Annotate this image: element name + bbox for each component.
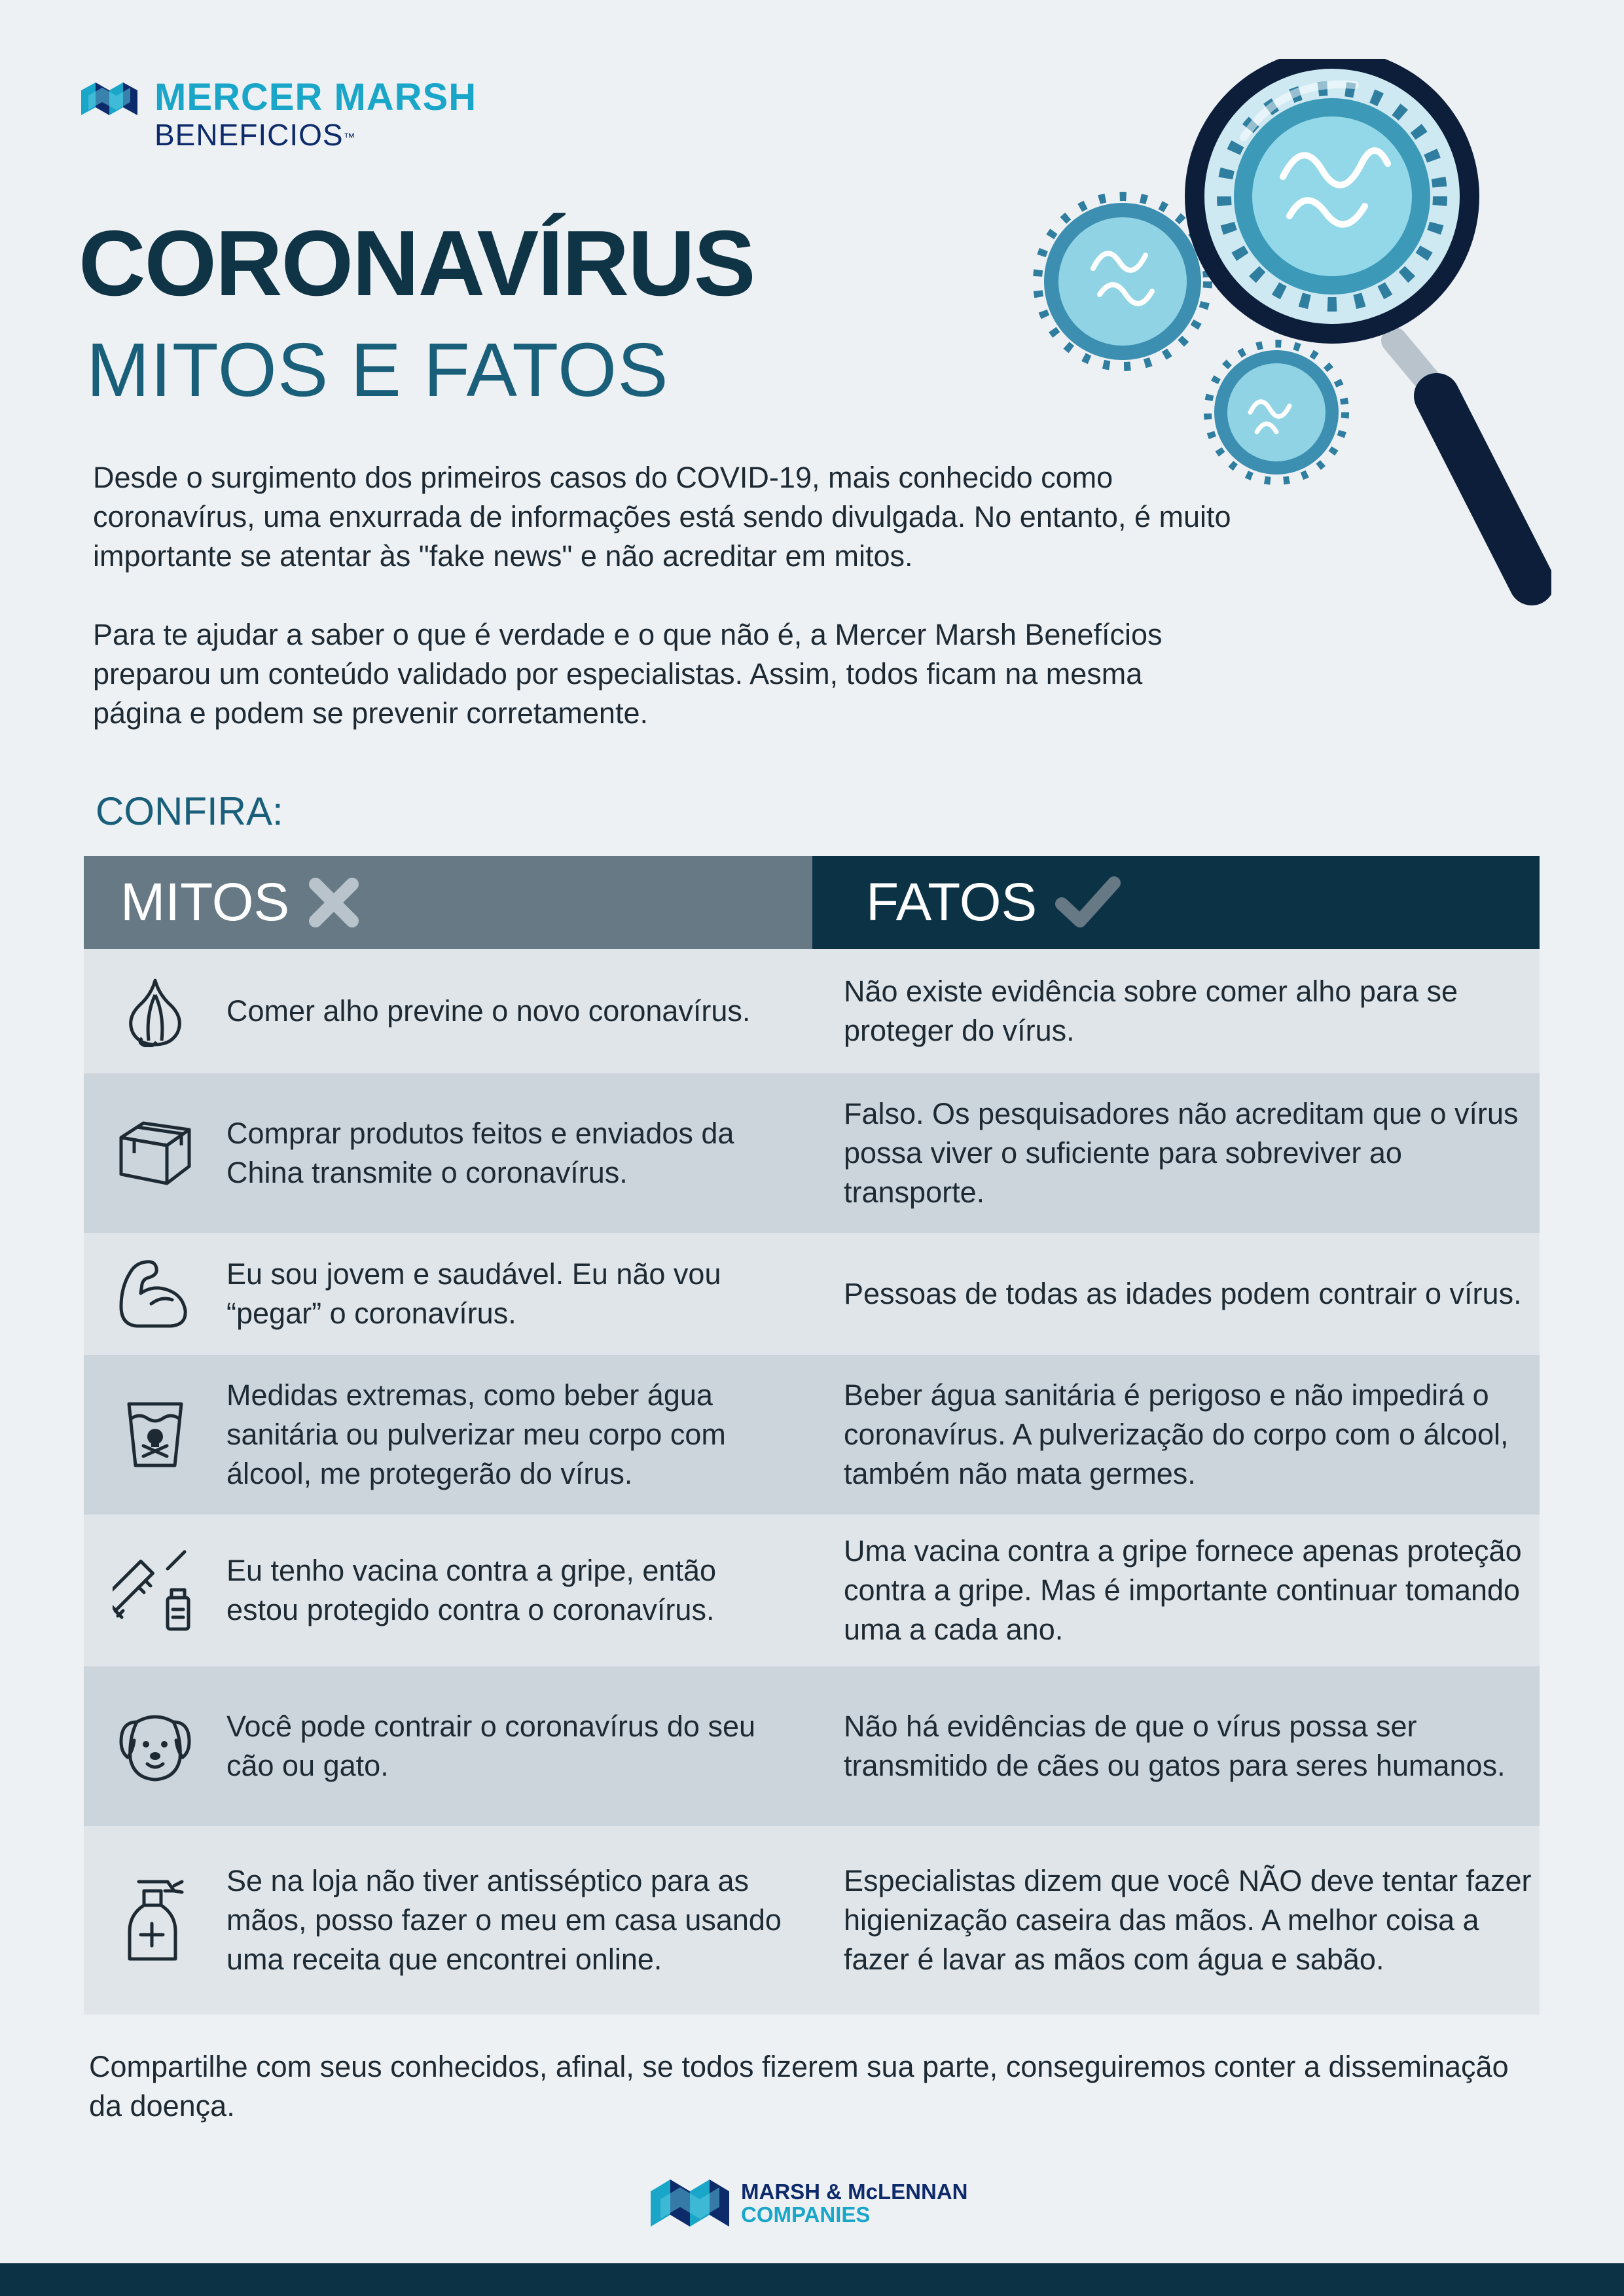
closing-text: Compartilhe com seus conhecidos, afinal, se todos fizerem sua parte, conseguiremos conter a disseminação da doença. [89,2050,1509,2123]
table-row [84,1355,1540,1515]
table-header [84,856,1540,949]
fact-text: Pessoas de todas as idades podem contrair o vírus. [844,1277,1522,1310]
spray-bottle-icon [126,1878,185,1963]
myths-facts-table [84,856,1540,2015]
header-fatos [812,856,1540,949]
table-row [84,1515,1540,1666]
logo-line2: BENEFICIOS™ [154,118,356,152]
table-row [84,1666,1540,1826]
intro-paragraph-2: Para te ajudar a saber o que é verdade e o que não é, a Mercer Marsh Benefícios preparou um conteúdo validado por especialistas. Assim, todos ficam na mesma página e podem se prevenir corretamente. [93,618,1163,730]
footer-line1: MARSH & McLENNAN [741,2179,968,2204]
myth-text: Comprar produtos feitos e enviados da China transmite o coronavírus. [226,1117,734,1189]
check-icon [1055,876,1121,929]
table-row [84,1233,1540,1355]
header-mitos [84,856,812,949]
myth-text: Você pode contrair o coronavírus do seu cão ou gato. [226,1710,756,1782]
intro-paragraph-1: Desde o surgimento dos primeiros casos do COVID-19, mais conhecido como coronavírus, uma enxurrada de informações está sendo divulgada. No entanto, é muito importante se atentar às "fake news" e não acreditar em mitos. [93,461,1231,573]
fact-text: Não há evidências de que o vírus possa ser transmitido de cães ou gatos para seres humanos. [844,1710,1506,1782]
logo-line1: MERCER MARSH [154,76,477,118]
header-mitos-label: MITOS [120,872,290,932]
magnifier-lens-icon [1185,59,1479,344]
marsh-mclennan-logo [651,2179,968,2227]
footer-line2: COMPANIES [741,2202,871,2227]
fact-text: Beber água sanitária é perigoso e não impedirá o coronavírus. A pulverização do corpo com o álcool, também não mata germes. [844,1378,1509,1490]
marsh-mclennan-mark-icon [651,2179,729,2227]
virus-small-icon [1038,196,1208,367]
magnifier-handle-icon [1394,340,1532,583]
confira-heading: CONFIRA: [96,789,283,833]
fact-text: Uma vacina contra a gripe fornece apenas proteção contra a gripe. Mas é importante continuar tomando uma a cada ano. [844,1534,1522,1646]
mercer-logo-mark-icon [81,82,137,115]
myth-text: Comer alho previne o novo coronavírus. [226,994,751,1028]
myth-text: Eu tenho vacina contra a gripe, então estou protegido contra o coronavírus. [226,1554,717,1626]
table-row [84,1826,1540,2015]
poison-cup-icon [122,1399,188,1471]
garlic-icon [122,975,188,1047]
fact-text: Especialistas dizem que você NÃO deve tentar fazer higienização caseira das mãos. A melhor coisa a fazer é lavar as mãos com água e sabão. [844,1864,1532,1976]
table-row [84,1073,1540,1233]
cross-icon [308,876,360,929]
myth-text: Se na loja não tiver antisséptico para as mãos, posso fazer o meu em casa usando uma receita que encontrei online. [226,1864,782,1976]
myth-text: Medidas extremas, como beber água sanitária ou pulverizar meu corpo com álcool, me protegerão do vírus. [226,1378,726,1490]
fact-text: Falso. Os pesquisadores não acreditam que o vírus possa viver o suficiente para sobreviver ao transporte. [844,1097,1519,1209]
bottom-bar [0,2263,1624,2296]
table-row [84,949,1540,1073]
mercer-marsh-logo [81,77,477,152]
page-subtitle: MITOS E FATOS [86,327,669,412]
fact-text: Não existe evidência sobre comer alho para se proteger do vírus. [844,975,1458,1047]
dog-face-icon [117,1710,193,1782]
header-fatos-label: FATOS [866,872,1038,932]
muscle-arm-icon [117,1258,193,1330]
syringe-vial-icon [113,1548,198,1633]
box-icon [117,1119,193,1187]
myth-text: Eu sou jovem e saudável. Eu não vou “pegar” o coronavírus. [226,1257,721,1330]
page-title: CORONAVÍRUS [79,211,755,315]
